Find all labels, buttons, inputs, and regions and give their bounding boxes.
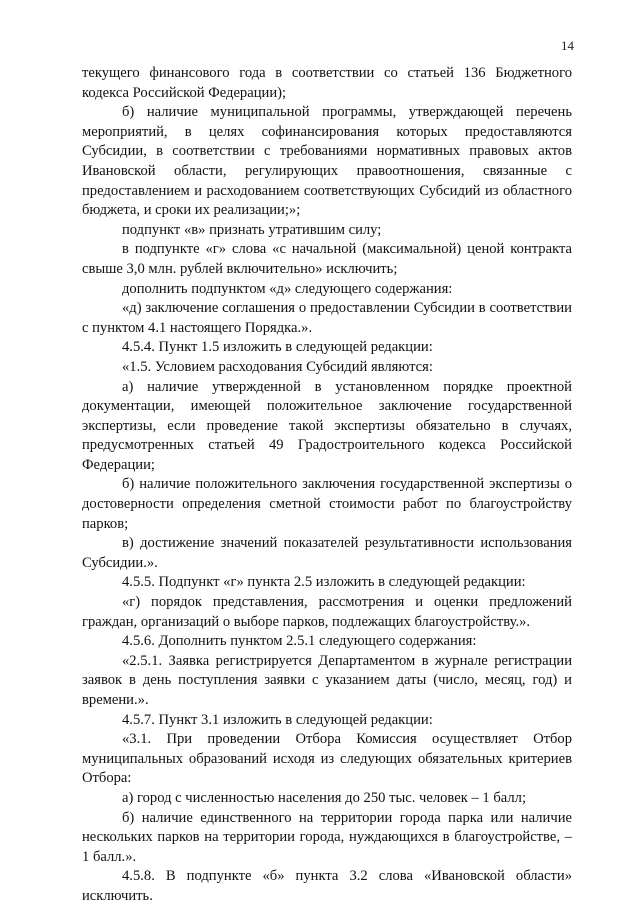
page-number: 14: [561, 38, 574, 53]
paragraph: 4.5.7. Пункт 3.1 изложить в следующей редакции:: [122, 711, 433, 728]
paragraph: б) наличие муниципальной программы, утверждающей перечень мероприятий, в целях софинансирования которых предоставляются Субсидии, в соответствии с требованиями нормативных правовых актов Ивановской области, регулирующих правоотношения, связанные с предоставлением и расходованием соответствующих Субсидий из областного бюджета, и сроки их реализации;»;: [82, 104, 572, 219]
paragraph: а) город с численностью населения до 250 тыс. человек – 1 балл;: [122, 789, 526, 806]
paragraph: 4.5.5. Подпункт «г» пункта 2.5 изложить в следующей редакции:: [122, 574, 526, 591]
paragraph: а) наличие утвержденной в установленном порядке проектной документации, имеющей положительное заключение государственной экспертизы, если проведение такой экспертизы обязательно в случаях, предусмотренных статьей 49 Градостроительного кодекса Российской Федерации;: [82, 378, 572, 473]
paragraph: 4.5.6. Дополнить пунктом 2.5.1 следующего содержания:: [122, 633, 477, 650]
paragraph: «3.1. При проведении Отбора Комиссия осуществляет Отбор муниципальных образований исходя из следующих обязательных критериев Отбора:: [82, 731, 572, 787]
paragraph: «1.5. Условием расходования Субсидий являются:: [122, 358, 433, 375]
paragraph: 4.5.8. В подпункте «б» пункта 3.2 слова «Ивановской области» исключить.: [82, 868, 572, 904]
paragraph: «2.5.1. Заявка регистрируется Департаментом в журнале регистрации заявок в день поступления заявки с указанием даты (число, месяц, год) и времени.».: [82, 652, 572, 708]
paragraph: «г) порядок представления, рассмотрения и оценки предложений граждан, организаций о выборе парков, подлежащих благоустройству.».: [82, 594, 572, 630]
paragraph: 4.5.4. Пункт 1.5 изложить в следующей редакции:: [122, 339, 433, 356]
paragraph: дополнить подпунктом «д» следующего содержания:: [122, 280, 453, 297]
paragraph: в подпункте «г» слова «с начальной (максимальной) ценой контракта свыше 3,0 млн. рублей включительно» исключить;: [82, 241, 572, 277]
paragraph: в) достижение значений показателей результативности использования Субсидии.».: [82, 535, 572, 571]
paragraph: «д) заключение соглашения о предоставлении Субсидии в соответствии с пунктом 4.1 настоящего Порядка.».: [82, 300, 572, 336]
paragraph: текущего финансового года в соответствии со статьей 136 Бюджетного кодекса Российской Федерации);: [82, 65, 572, 101]
document-body: [82, 64, 572, 907]
paragraph: б) наличие единственного на территории города парка или наличие нескольких парков на территории города, нуждающихся в благоустройстве, – 1 балл.».: [82, 809, 572, 865]
paragraph: б) наличие положительного заключения государственной экспертизы о достоверности определения сметной стоимости работ по благоустройству парков;: [82, 476, 572, 532]
paragraph: подпункт «в» признать утратившим силу;: [122, 221, 382, 238]
